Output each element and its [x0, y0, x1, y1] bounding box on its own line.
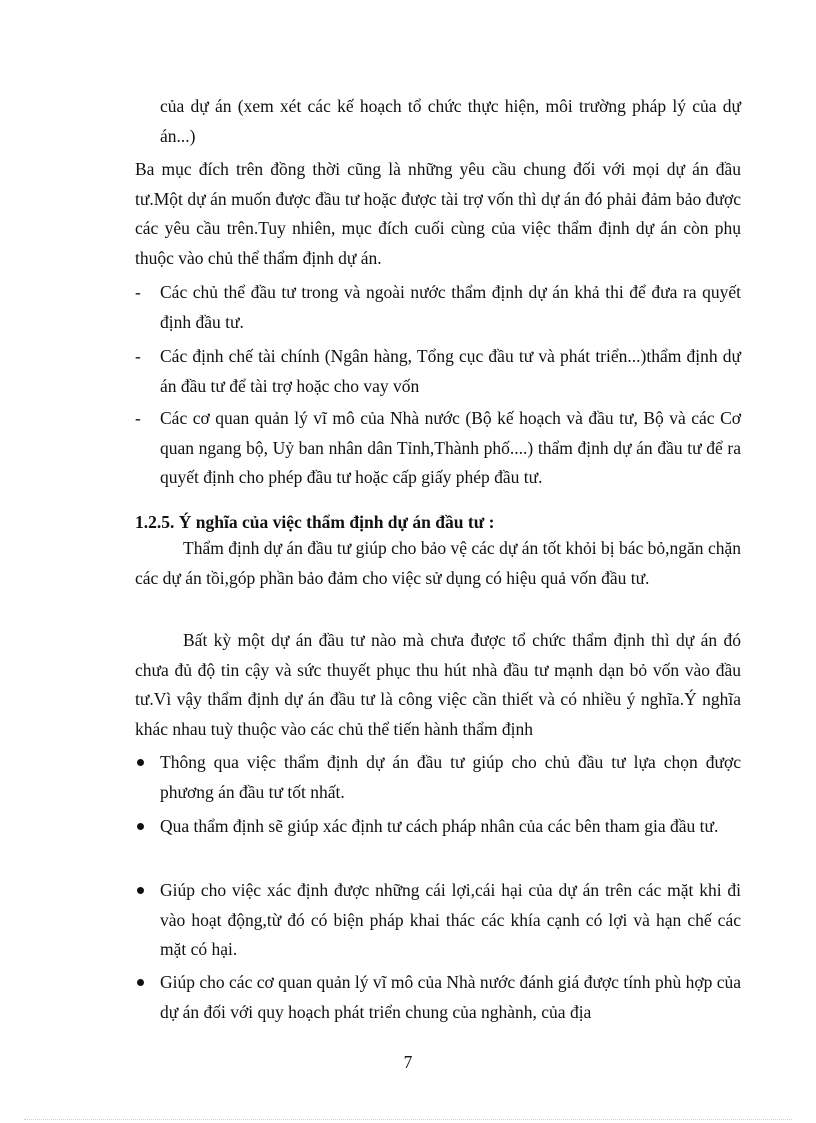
paragraph-1 [135, 534, 741, 593]
bullet-list-item [135, 748, 741, 807]
paragraph-2-text: Bất kỳ một dự án đầu tư nào mà chưa được tổ chức thẩm định thì dự án đó chưa đủ độ tin cậy và sức thuyết phục thu hút nhà đầu tư mạnh dạn bỏ vốn vào đầu tư.Vì vậy thẩm định dự án đầu tư là công việc cần thiết và có nhiều ý nghĩa.Ý nghĩa khác nhau tuỳ thuộc vào các chủ thể tiến hành thẩm định [135, 630, 741, 739]
dash-marker: - [135, 408, 141, 428]
section-heading: 1.2.5. Ý nghĩa của việc thẩm định dự án đầu tư : [135, 512, 495, 532]
bullet-icon [137, 979, 144, 986]
bullet-list-item [135, 968, 741, 1027]
dash-list-item [135, 278, 741, 337]
dash-list-item [135, 342, 741, 401]
dash-marker: - [135, 346, 141, 366]
dash-item-text: Các định chế tài chính (Ngân hàng, Tổng cục đầu tư và phát triển...)thẩm định dự án đầu tư để tài trợ hoặc cho vay vốn [160, 346, 741, 396]
bullet-item-text: Giúp cho việc xác định được những cái lợi,cái hại của dự án trên các mặt khi đi vào hoạt động,từ đó có biện pháp khai thác các khía cạnh có lợi và hạn chế các mặt có hại. [160, 880, 741, 959]
bullet-item-text: Giúp cho các cơ quan quản lý vĩ mô của Nhà nước đánh giá được tính phù hợp của dự án đối với quy hoạch phát triển chung của nghành, của địa [160, 972, 741, 1022]
bullet-icon [137, 759, 144, 766]
intro-text: Ba mục đích trên đồng thời cũng là những yêu cầu chung đối với mọi dự án đầu tư.Một dự án muốn được đầu tư hoặc được tài trợ vốn thì dự án đó phải đảm bảo được các yêu cầu trên.Tuy nhiên, mục đích cuối cùng của việc thẩm định dự án còn phụ thuộc vào chủ thể thẩm định dự án. [135, 159, 741, 268]
paragraph-2 [135, 626, 741, 744]
bullet-list-item [135, 876, 741, 965]
continuation-paragraph [160, 92, 741, 151]
dash-marker: - [135, 282, 141, 302]
dash-list-item [135, 404, 741, 493]
bullet-item-text: Thông qua việc thẩm định dự án đầu tư giúp cho chủ đầu tư lựa chọn được phương án đầu tư tốt nhất. [160, 752, 741, 802]
bullet-list-item [135, 812, 741, 842]
continuation-text: của dự án (xem xét các kế hoạch tổ chức thực hiện, môi trường pháp lý của dự án...) [160, 96, 741, 146]
page-number: 7 [403, 1052, 413, 1072]
intro-paragraph [135, 155, 741, 273]
bullet-item-text: Qua thẩm định sẽ giúp xác định tư cách pháp nhân của các bên tham gia đầu tư. [160, 816, 719, 836]
paragraph-1-text: Thẩm định dự án đầu tư giúp cho bảo vệ các dự án tốt khỏi bị bác bỏ,ngăn chặn các dự án tồi,góp phần bảo đảm cho việc sử dụng có hiệu quả vốn đầu tư. [135, 538, 741, 588]
page-bottom-divider [24, 1119, 792, 1120]
dash-item-text: Các cơ quan quản lý vĩ mô của Nhà nước (Bộ kế hoạch và đầu tư, Bộ và các Cơ quan ngang bộ, Uỷ ban nhân dân Tỉnh,Thành phố....) thẩm định dự án đầu tư để ra quyết định cho phép đầu tư hoặc cấp giấy phép đầu tư. [160, 408, 741, 487]
dash-item-text: Các chủ thể đầu tư trong và ngoài nước thẩm định dự án khả thi để đưa ra quyết định đầu tư. [160, 282, 741, 332]
bullet-icon [137, 823, 144, 830]
bullet-icon [137, 887, 144, 894]
